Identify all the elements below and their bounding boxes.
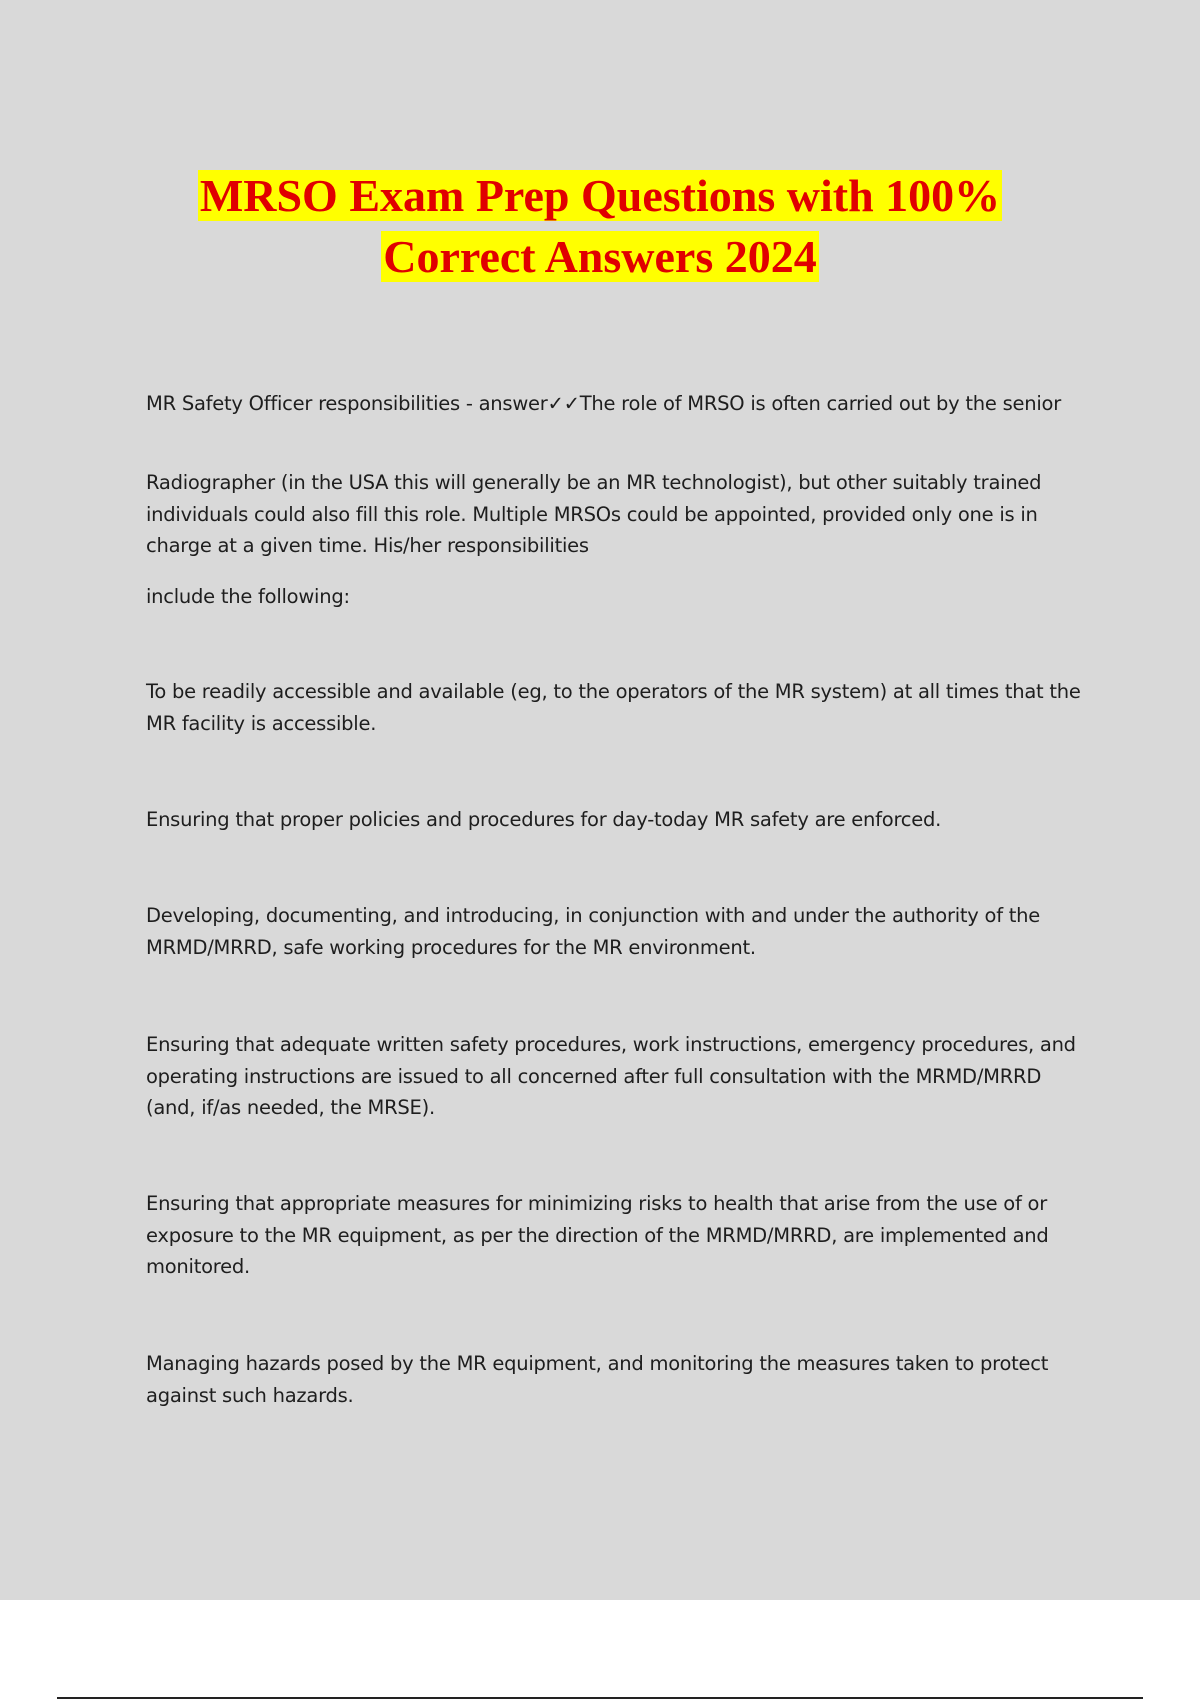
paragraph-policies-enforced: Ensuring that proper policies and procedures for day-today MR safety are enforced. — [146, 808, 942, 831]
paragraph-radiographer-role: Radiographer (in the USA this will generally be an MR technologist), but other suitably trained individuals could also fill this role. Multiple MRSOs could be appointed, provided only one is in charge at a given time. His/her responsibilities — [146, 471, 1042, 557]
paragraph-managing-hazards: Managing hazards posed by the MR equipment, and monitoring the measures taken to protect against such hazards. — [146, 1352, 1049, 1407]
paragraph-accessible: To be readily accessible and available (eg, to the operators of the MR system) at all times that the MR facility is accessible. — [146, 680, 1081, 735]
document-title — [0, 165, 1200, 287]
paragraph-written-procedures: Ensuring that adequate written safety procedures, work instructions, emergency procedures, and operating instructions are issued to all concerned after full consultation with the MRMD/MRRD (and, if/as needed, the MRSE). — [146, 1033, 1076, 1119]
title-line-2: Correct Answers 2024 — [383, 231, 817, 282]
paragraph-working-procedures: Developing, documenting, and introducing, in conjunction with and under the authority of the MRMD/MRRD, safe working procedures for the MR environment. — [146, 904, 1041, 959]
footer-divider — [57, 1697, 1143, 1699]
paragraph-minimizing-risks: Ensuring that appropriate measures for minimizing risks to health that arise from the use of or exposure to the MR equipment, as per the direction of the MRMD/MRRD, are implemented and monitored. — [146, 1192, 1049, 1278]
paragraph-mrso-responsibilities: MR Safety Officer responsibilities - answer✓✓The role of MRSO is often carried out by the senior — [146, 392, 1061, 415]
title-line-1: MRSO Exam Prep Questions with 100% — [199, 170, 1001, 221]
paragraph-include-following: include the following: — [146, 585, 350, 608]
